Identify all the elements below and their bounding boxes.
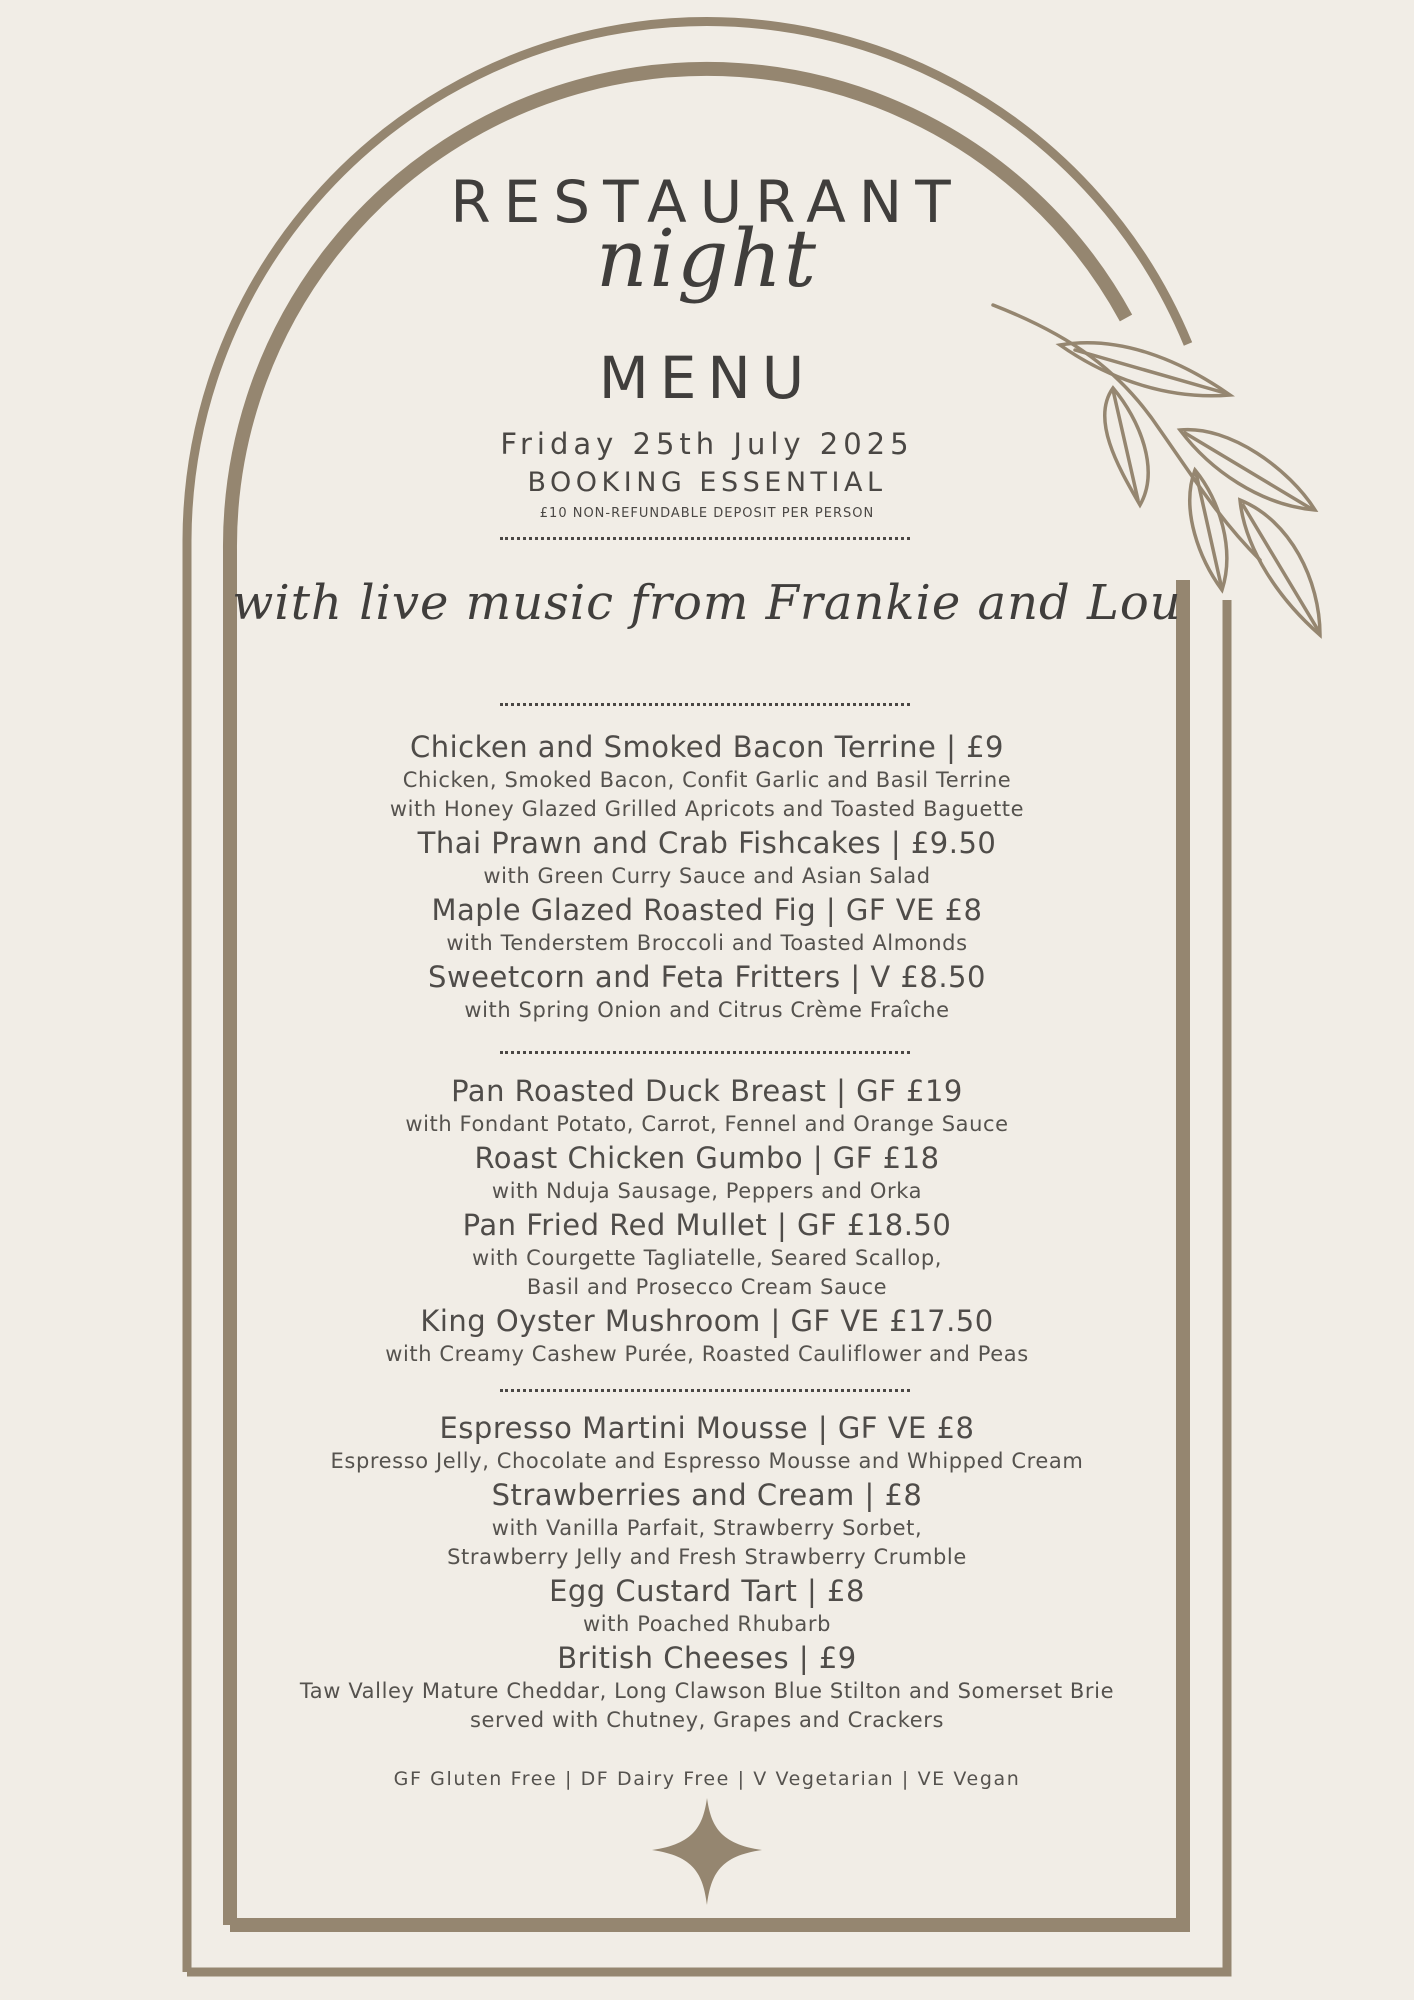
dish-title: Roast Chicken Gumbo | GF £18	[474, 1141, 940, 1175]
dish-title: British Cheeses | £9	[557, 1641, 857, 1675]
dish-description: with Honey Glazed Grilled Apricots and Toasted Baguette	[389, 797, 1025, 821]
desserts-section	[0, 1409, 1414, 1735]
menu-item	[0, 1072, 1414, 1139]
divider	[500, 1051, 910, 1054]
starters-section	[0, 728, 1414, 1025]
dish-title: Espresso Martini Mousse | GF VE £8	[439, 1411, 975, 1445]
dish-description: Chicken, Smoked Bacon, Confit Garlic and Basil Terrine	[402, 768, 1012, 792]
menu-item	[0, 1476, 1414, 1572]
dish-description: with Nduja Sausage, Peppers and Orka	[491, 1179, 923, 1203]
dish-title: Strawberries and Cream | £8	[491, 1478, 923, 1512]
dish-description: Strawberry Jelly and Fresh Strawberry Crumble	[447, 1545, 967, 1569]
dish-title: Pan Fried Red Mullet | GF £18.50	[462, 1208, 952, 1242]
dish-description: with Spring Onion and Citrus Crème Fraîche	[464, 998, 950, 1022]
mains-section	[0, 1072, 1414, 1369]
menu-item	[0, 1572, 1414, 1639]
menu-item	[0, 728, 1414, 824]
dish-description: with Vanilla Parfait, Strawberry Sorbet,	[491, 1516, 923, 1540]
dish-title: Thai Prawn and Crab Fishcakes | £9.50	[417, 826, 997, 860]
deposit-notice: £10 NON-REFUNDABLE DEPOSIT PER PERSON	[539, 506, 875, 521]
menu-item	[0, 891, 1414, 958]
dish-description: with Creamy Cashew Purée, Roasted Cauliflower and Peas	[385, 1342, 1029, 1366]
dish-title: Maple Glazed Roasted Fig | GF VE £8	[431, 893, 983, 927]
dish-title: King Oyster Mushroom | GF VE £17.50	[420, 1304, 994, 1338]
dish-description: with Fondant Potato, Carrot, Fennel and Orange Sauce	[405, 1112, 1009, 1136]
title-menu: MENU	[598, 344, 816, 412]
dietary-legend: GF Gluten Free | DF Dairy Free | V Vegetarian | VE Vegan	[393, 1768, 1021, 1790]
sparkle-star-icon	[652, 1798, 762, 1905]
menu-item	[0, 824, 1414, 891]
title-restaurant: RESTAURANT	[450, 168, 964, 236]
dish-title: Egg Custard Tart | £8	[549, 1574, 865, 1608]
divider	[500, 703, 910, 706]
menu-item	[0, 1139, 1414, 1206]
menu-item	[0, 1639, 1414, 1735]
dish-title: Pan Roasted Duck Breast | GF £19	[451, 1074, 963, 1108]
menu-item	[0, 1302, 1414, 1369]
dish-description: Basil and Prosecco Cream Sauce	[526, 1275, 888, 1299]
menu-item	[0, 1206, 1414, 1302]
dish-description: with Courgette Tagliatelle, Seared Scallop,	[471, 1246, 943, 1270]
dish-title: Chicken and Smoked Bacon Terrine | £9	[409, 730, 1005, 764]
dish-title: Sweetcorn and Feta Fritters | V £8.50	[428, 960, 986, 994]
dish-description: with Green Curry Sauce and Asian Salad	[483, 864, 931, 888]
divider	[500, 537, 910, 540]
dish-description: with Poached Rhubarb	[582, 1612, 831, 1636]
live-music-line: with live music from Frankie and Lou	[232, 575, 1182, 631]
dish-description: served with Chutney, Grapes and Crackers	[469, 1708, 945, 1732]
divider	[500, 1389, 910, 1392]
dish-description: Taw Valley Mature Cheddar, Long Clawson Blue Stilton and Somerset Brie	[299, 1679, 1115, 1703]
dish-description: with Tenderstem Broccoli and Toasted Almonds	[446, 931, 968, 955]
menu-item	[0, 958, 1414, 1025]
title-night-script: night	[596, 212, 818, 305]
dish-description: Espresso Jelly, Chocolate and Espresso Mousse and Whipped Cream	[330, 1449, 1084, 1473]
booking-notice: BOOKING ESSENTIAL	[527, 467, 887, 498]
menu-item	[0, 1409, 1414, 1476]
event-date: Friday 25th July 2025	[500, 427, 914, 461]
